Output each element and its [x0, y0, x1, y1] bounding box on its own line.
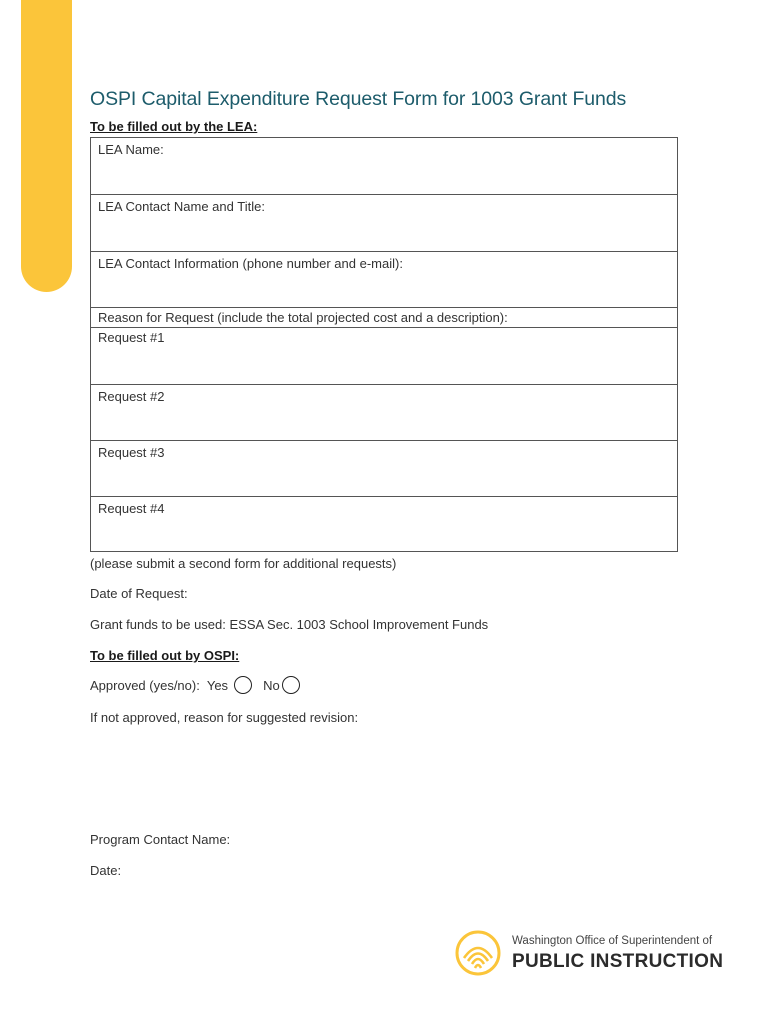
reason-for-request-header: Reason for Request (include the total projected cost and a description):: [91, 307, 677, 327]
lea-contact-name-field[interactable]: LEA Contact Name and Title:: [91, 194, 677, 251]
lea-name-field[interactable]: LEA Name:: [98, 142, 164, 157]
yes-radio[interactable]: [234, 676, 252, 694]
lea-section-heading: To be filled out by the LEA:: [90, 119, 258, 134]
ospi-date-label: Date:: [90, 863, 122, 878]
lea-form-table: [90, 137, 678, 552]
date-of-request-label: Date of Request:: [90, 586, 188, 601]
logo-line-2: PUBLIC INSTRUCTION: [512, 951, 724, 972]
page-title: OSPI Capital Expenditure Request Form for 1003 Grant Funds: [90, 88, 627, 110]
approved-row: [90, 674, 300, 696]
logo-line-1: Washington Office of Superintendent of: [512, 935, 713, 947]
approved-label: Approved (yes/no):: [90, 677, 200, 693]
no-radio[interactable]: [282, 676, 300, 694]
request-1-field[interactable]: Request #1: [91, 327, 677, 384]
yes-label: Yes: [206, 677, 229, 693]
ospi-logo: [455, 930, 735, 980]
request-2-field[interactable]: Request #2: [91, 384, 677, 440]
lea-contact-info-field[interactable]: LEA Contact Information (phone number and e-mail):: [91, 251, 677, 307]
grant-funds-label: Grant funds to be used: ESSA Sec. 1003 School Improvement Funds: [90, 617, 489, 632]
yes-option[interactable]: [207, 676, 252, 694]
revision-reason-label: If not approved, reason for suggested revision:: [90, 710, 359, 725]
no-label: No: [263, 677, 280, 693]
ospi-logo-mark-icon: [455, 930, 501, 976]
request-4-field[interactable]: Request #4: [91, 496, 677, 551]
no-option[interactable]: [263, 676, 300, 694]
accent-bar: [21, 0, 72, 292]
request-3-field[interactable]: Request #3: [91, 440, 677, 496]
program-contact-label: Program Contact Name:: [90, 832, 231, 847]
additional-requests-note: (please submit a second form for additional requests): [90, 556, 397, 571]
ospi-section-heading: To be filled out by OSPI:: [90, 648, 240, 663]
